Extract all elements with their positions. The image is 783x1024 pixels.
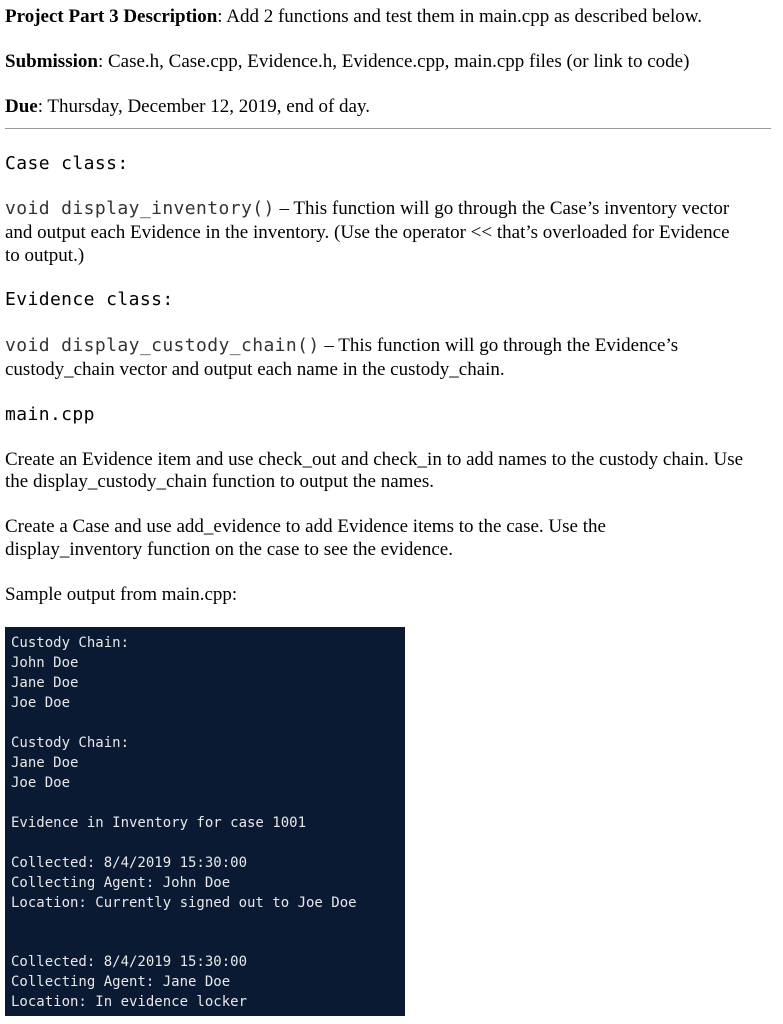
horizontal-divider xyxy=(5,128,771,129)
main-para2-line2: display_inventory function on the case to see the evidence. xyxy=(5,539,453,560)
sample-output-label: Sample output from main.cpp: xyxy=(5,584,238,605)
terminal-line: Collecting Agent: John Doe xyxy=(11,875,231,891)
due-label: Due xyxy=(5,96,38,117)
terminal-line: Jane Doe xyxy=(11,675,79,691)
terminal-line: Collected: 8/4/2019 15:30:00 xyxy=(11,855,248,871)
display-custody-chain-signature: void display_custody_chain() xyxy=(5,335,320,356)
evidence-function-line-1 xyxy=(5,334,678,357)
terminal-line: Location: In evidence locker xyxy=(11,994,248,1010)
terminal-line: Jane Doe xyxy=(11,755,79,771)
description-paragraph xyxy=(5,5,702,28)
main-cpp-heading: main.cpp xyxy=(5,404,95,425)
case-function-line-1 xyxy=(5,197,729,220)
main-para2-line1: Create a Case and use add_evidence to add Evidence items to the case. Use the xyxy=(5,516,606,537)
case-class-heading: Case class: xyxy=(5,153,129,174)
main-para1-line2: the display_custody_chain function to output the names. xyxy=(5,471,435,492)
submission-label: Submission xyxy=(5,51,98,72)
terminal-output xyxy=(5,627,405,1016)
terminal-line: John Doe xyxy=(11,655,79,671)
evidence-function-desc-1: – This function will go through the Evidence’s xyxy=(319,335,679,356)
terminal-line: Joe Doe xyxy=(11,695,71,711)
case-function-desc-2: and output each Evidence in the inventory. (Use the operator << that’s overloaded for Evidence xyxy=(5,222,730,243)
terminal-line: Joe Doe xyxy=(11,775,71,791)
terminal-line: Custody Chain: xyxy=(11,635,130,651)
description-text: : Add 2 functions and test them in main.cpp as described below. xyxy=(217,6,703,27)
terminal-line: Collected: 8/4/2019 15:30:00 xyxy=(11,954,248,970)
display-inventory-signature: void display_inventory() xyxy=(5,198,275,219)
case-function-desc-3: to output.) xyxy=(5,245,85,266)
terminal-line: Custody Chain: xyxy=(11,735,130,751)
terminal-line: Evidence in Inventory for case 1001 xyxy=(11,815,307,831)
evidence-class-heading: Evidence class: xyxy=(5,289,174,310)
case-function-desc-1: – This function will go through the Case’s inventory vector xyxy=(274,198,730,219)
submission-paragraph xyxy=(5,50,689,73)
due-text: : Thursday, December 12, 2019, end of day. xyxy=(37,96,370,117)
evidence-function-desc-2: custody_chain vector and output each name in the custody_chain. xyxy=(5,359,505,380)
terminal-line: Location: Currently signed out to Joe Doe xyxy=(11,895,357,911)
main-para1-line1: Create an Evidence item and use check_out and check_in to add names to the custody chain. Use xyxy=(5,449,744,470)
submission-text: : Case.h, Case.cpp, Evidence.h, Evidence.cpp, main.cpp files (or link to code) xyxy=(97,51,690,72)
description-label: Project Part 3 Description xyxy=(5,6,218,27)
terminal-line: Collecting Agent: Jane Doe xyxy=(11,974,231,990)
due-paragraph xyxy=(5,95,370,118)
